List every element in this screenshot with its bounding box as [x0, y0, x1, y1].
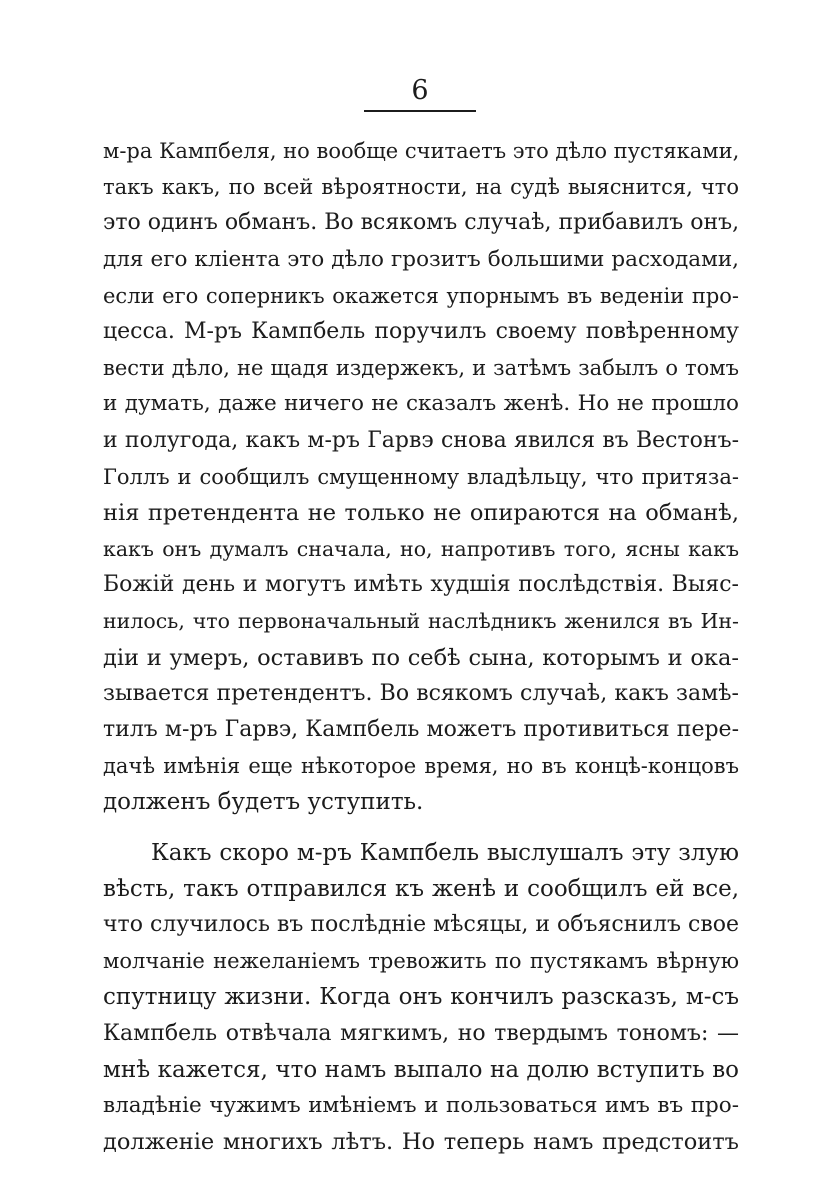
- text-line: дачѣ имѣнiя еще нѣкоторое время, но въ концѣ-концовъ: [103, 754, 739, 779]
- text-line: для его клiента это дѣло грозитъ большими расходами,: [103, 246, 739, 272]
- text-line: нiя претендента не только не опираются на обманѣ,: [103, 499, 739, 526]
- text-line: Какъ скоро м-ръ Кампбель выслушалъ эту злую: [151, 839, 739, 866]
- text-line: мнѣ кажется, что намъ выпало на долю вступить во: [103, 1056, 739, 1083]
- text-line: Голлъ и сообщилъ смущенному владѣльцу, что притяза-: [103, 464, 739, 489]
- text-line: м-ра Кампбеля, но вообще считаетъ это дѣло пустяками,: [103, 139, 740, 163]
- paragraph-2: [103, 835, 739, 1161]
- body-text: [103, 133, 739, 1160]
- text-line: если его соперникъ окажется упорнымъ въ веденiи про-: [103, 283, 739, 308]
- text-line: вѣсть, такъ отправился къ женѣ и сообщилъ ей все,: [103, 875, 739, 902]
- text-line: долженiе многихъ лѣтъ. Но теперь намъ предстоитъ: [103, 1129, 739, 1156]
- text-line: что случилось въ послѣднiе мѣсяцы, и объяснилъ свое: [103, 911, 739, 937]
- text-line: какъ онъ думалъ сначала, но, напротивъ того, ясны какъ: [103, 537, 739, 562]
- text-line: владѣнiе чужимъ имѣнiемъ и пользоваться имъ въ про-: [103, 1092, 739, 1118]
- text-line: это одинъ обманъ. Во всякомъ случаѣ, прибавилъ онъ,: [103, 210, 740, 236]
- paragraph-gap: [103, 821, 739, 835]
- paragraph-1: [103, 133, 739, 821]
- text-line: цесса. М-ръ Кампбель поручилъ своему повѣренному: [103, 318, 739, 344]
- text-line: и полугода, какъ м-ръ Гарвэ снова явился въ Вестонъ-: [103, 427, 739, 453]
- text-line: нилось, что первоначальный наслѣдникъ женился въ Ин-: [103, 609, 739, 634]
- text-line: дiи и умеръ, оставивъ по себѣ сына, которымъ и ока-: [103, 644, 739, 671]
- text-line: такъ какъ, по всей вѣроятности, на судѣ выяснится, что: [103, 175, 739, 200]
- text-line: Божiй день и могутъ имѣть худшiя послѣдствiя. Выяс-: [103, 572, 739, 598]
- text-line: спутницу жизни. Когда онъ кончилъ разсказъ, м-съ: [103, 984, 739, 1011]
- text-line: Кампбель отвѣчала мягкимъ, но твердымъ тономъ: —: [103, 1020, 739, 1046]
- text-line: зывается претендентъ. Во всякомъ случаѣ, какъ замѣ-: [103, 680, 739, 706]
- text-line: тилъ м-ръ Гарвэ, Кампбель можетъ противиться пере-: [103, 717, 739, 742]
- text-line: долженъ будетъ уступить.: [103, 789, 424, 816]
- text-line: и думать, даже ничего не сказалъ женѣ. Но не прошло: [103, 391, 739, 417]
- header-rule: [364, 110, 476, 112]
- text-line: вести дѣло, не щадя издержекъ, и затѣмъ забылъ о томъ: [103, 356, 739, 381]
- page-number: 6: [411, 75, 429, 106]
- text-line: молчанiе нежеланiемъ тревожить по пустякамъ вѣрную: [103, 949, 739, 974]
